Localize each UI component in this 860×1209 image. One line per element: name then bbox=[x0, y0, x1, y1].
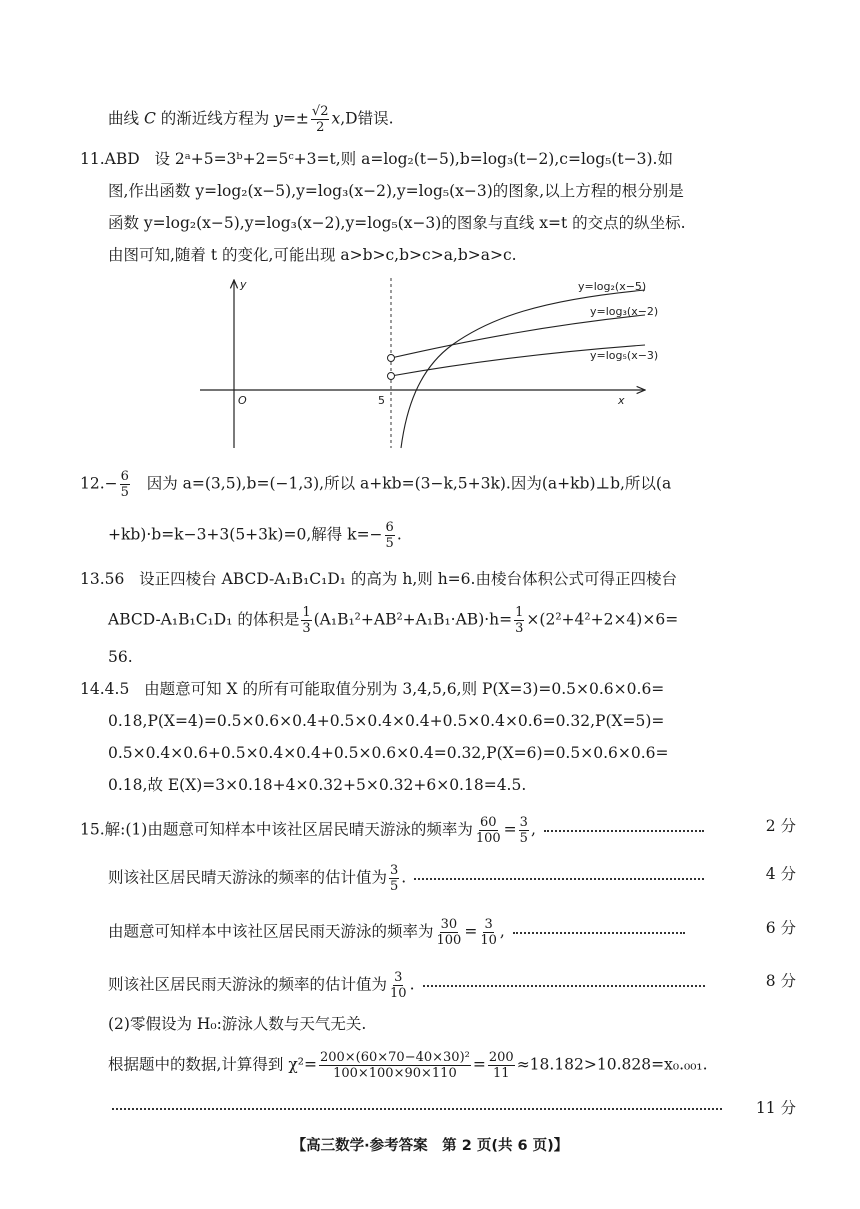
curve3-label: y=log₅(x−3) bbox=[590, 349, 659, 362]
q15-line-2: 则该社区居民晴天游泳的频率的估计值为 $\frac{3}{5}$ . bbox=[108, 863, 712, 894]
q15-line-4: 则该社区居民雨天游泳的频率的估计值为 $\frac{3}{10}$ . bbox=[108, 970, 713, 1001]
q12-line-1: 12.− $\frac{6}{5}$ 因为 a=(3,5),b=(−1,3),所以 a+kb=(3−k,5+3k).因为(a+kb)⊥b,所以(a bbox=[80, 469, 672, 500]
q15-line-5: (2)零假设为 H₀:游泳人数与天气无关. bbox=[108, 1015, 367, 1033]
open-point-upper bbox=[388, 355, 395, 362]
q11-line-4: 由图可知,随着 t 的变化,可能出现 a>b>c,b>c>a,b>a>c. bbox=[108, 246, 517, 264]
q15-score-2: 4 分 bbox=[765, 865, 796, 883]
q10-tail-line: 曲线 C 的渐近线方程为 y=± $\frac{√2}{2}$ x,D错误. bbox=[108, 104, 394, 135]
tick-label-5: 5 bbox=[378, 394, 385, 407]
x-axis-label: x bbox=[618, 394, 625, 407]
q11-line-3: 函数 y=log₂(x−5),y=log₃(x−2),y=log₅(x−3)的图象与直线 x=t 的交点的纵坐标. bbox=[108, 214, 686, 232]
curve1-label: y=log₂(x−5) bbox=[578, 280, 647, 293]
open-point-lower bbox=[388, 373, 395, 380]
q13-line-3: 56. bbox=[108, 648, 133, 666]
q13-line-1: 13.56 设正四棱台 ABCD-A₁B₁C₁D₁ 的高为 h,则 h=6.由棱台体积公式可得正四棱台 bbox=[80, 570, 677, 588]
curve2-label: y=log₃(x−2) bbox=[590, 305, 659, 318]
log-function-graph bbox=[190, 270, 660, 455]
q14-line-1: 14.4.5 由题意可知 X 的所有可能取值分别为 3,4,5,6,则 P(X=3)=0.5×0.6×0.6= bbox=[80, 680, 665, 698]
q15-score-4: 8 分 bbox=[765, 972, 796, 990]
q15-score-1: 2 分 bbox=[765, 817, 796, 835]
q15-line-6: 根据题中的数据,计算得到 χ²= $\frac{\text{200×(60×70−40×30)²}}{100\times 100\times 90\times 110}$ = $\frac{200}{11}$ ≈18.182>10.828=x₀.₀₀₁. bbox=[108, 1050, 708, 1081]
q15-score-3: 6 分 bbox=[765, 919, 796, 937]
y-axis-label: y bbox=[240, 278, 247, 291]
q15-line-1: 15.解:(1)由题意可知样本中该社区居民晴天游泳的频率为 $\frac{60}{100}$ = $\frac{3}{5}$ , bbox=[80, 815, 712, 846]
q14-line-3: 0.5×0.4×0.6+0.5×0.4×0.4+0.5×0.6×0.4=0.32,P(X=6)=0.5×0.6×0.6= bbox=[108, 744, 669, 762]
q12-line-2: +kb)·b=k−3+3(5+3k)=0,解得 k=− $\frac{6}{5}$ . bbox=[108, 520, 402, 551]
origin-label: O bbox=[238, 394, 247, 407]
q15-line-3: 由题意可知样本中该社区居民雨天游泳的频率为 $\frac{30}{100}$ = $\frac{3}{10}$ , bbox=[108, 917, 693, 948]
q14-line-2: 0.18,P(X=4)=0.5×0.6×0.4+0.5×0.4×0.4+0.5×0.4×0.6=0.32,P(X=5)= bbox=[108, 712, 665, 730]
page-footer: 【高三数学·参考答案 第 2 页(共 6 页)】 bbox=[291, 1138, 569, 1154]
q15-dot-leader bbox=[108, 1097, 730, 1119]
q11-line-2: 图,作出函数 y=log₂(x−5),y=log₃(x−2),y=log₅(x−3)的图象,以上方程的根分别是 bbox=[108, 182, 684, 200]
q13-line-2: ABCD-A₁B₁C₁D₁ 的体积是 $\frac{1}{3}$ (A₁B₁²+AB²+A₁B₁·AB)·h= $\frac{1}{3}$ ×(2²+4²+2×4)×6= bbox=[108, 605, 679, 636]
q14-line-4: 0.18,故 E(X)=3×0.18+4×0.32+5×0.32+6×0.18=4.5. bbox=[108, 776, 527, 794]
q15-score-5: 11 分 bbox=[755, 1099, 796, 1117]
q11-line-1: 11.ABD 设 2ᵃ+5=3ᵇ+2=5ᶜ+3=t,则 a=log₂(t−5),b=log₃(t−2),c=log₅(t−3).如 bbox=[80, 150, 673, 168]
